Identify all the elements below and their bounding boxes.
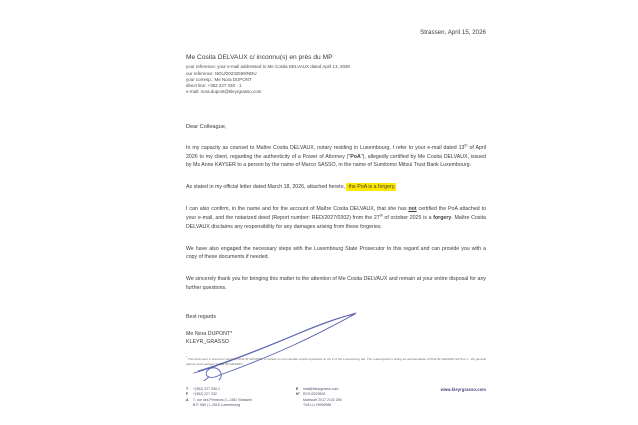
footer-address-line1: 7, rue des Primeurs | L-2361 Strassen — [193, 397, 253, 402]
emphasis-not: not — [408, 206, 417, 213]
paragraph-prosecutor: We have also engaged the necessary steps with the Luxembourg State Prosecutor to this regard and can provide you with a copy of these documents if needed. — [186, 245, 486, 261]
para2-text-a: As stated in my official letter dated March 18, 2026, attached hereto, — [186, 184, 346, 191]
para3-text-d: . Maître Cosita DELVAUX disclaims any responsibility for any damages arising from these forgeries. — [186, 214, 486, 230]
reference-your-correspondent: your corresp.: Me Nora DUPONT — [186, 76, 252, 82]
paragraph-confirmation — [186, 205, 486, 231]
paragraph-closing-thanks: We sincerely thank you for bringing this matter to the attention of Me Cosita DELVAUX and remain at your entire disposal for any further questions. — [186, 276, 486, 291]
footer-email-key: E — [296, 387, 299, 391]
signer-name: Me Nora DUPONT* — [186, 330, 233, 337]
footer-address-line2: B.P. 559 | L-2015 Luxembourg — [193, 403, 241, 408]
highlighted-forgery-phrase: the PoA is a forgery. — [348, 184, 396, 191]
paragraph-forgery-statement — [186, 183, 486, 192]
footer-fax-value: +(352) 227 332 — [193, 392, 217, 397]
poa-abbreviation: PoA — [350, 153, 361, 160]
footer-contact-block — [186, 387, 486, 417]
footer-phone-key: T — [186, 387, 189, 391]
footer-column-left — [186, 387, 291, 408]
firm-name: KLEYR_GRASSO — [186, 339, 229, 346]
para3-text-a: I can also confirm, in the name and for the account of Maître Cosita DELVAUX, that she has — [186, 206, 409, 213]
paragraph-capacity — [186, 144, 486, 170]
para3-text-c: of october 2025 is a — [382, 214, 434, 221]
reference-your-reference: your reference: your e-mail addressed to Me Cosita DELVAUX dated April 13, 2026 — [186, 64, 350, 70]
para1-text-c: "), allegedly certified by Me Cosita DELVAUX, issued by Ms Anne KAYSER to a person by the name of Marco SASSO, in the name of Sumitomo Mitsui Trust Bank Luxembourg. — [186, 153, 486, 169]
footer-website-link[interactable]: www.kleyrgrasso.com — [440, 387, 486, 392]
signoff-spacer — [186, 322, 486, 330]
footer-column-right — [401, 387, 486, 393]
addressee-block — [186, 54, 486, 95]
para3-ordinal-suffix: th — [379, 213, 383, 218]
letter-sheet — [186, 0, 486, 425]
footnote-disclaimer — [186, 357, 486, 367]
para3-text-b: certified the PoA attached to your e-mail, and the notarized deed (Report number: RED/2027/0302) from the 27 — [186, 206, 486, 221]
para1-ordinal-suffix: th — [464, 143, 468, 148]
footer-phone-value: +(352) 227 330-1 — [193, 387, 220, 391]
footer-rcs-row — [296, 392, 391, 397]
reference-our-reference: our reference: NDU/20232599/NDU — [186, 70, 257, 76]
reference-direct-line: direct line: +352 227 330 - 1 — [186, 83, 242, 88]
emphasis-forgery: forgery — [433, 214, 452, 221]
footer-email-value[interactable]: mail@kleyrgrasso.com — [303, 387, 339, 391]
footer-rcs-key: N° — [296, 392, 300, 397]
footer-column-middle — [296, 387, 391, 408]
para1-text-a: In my capacity as counsel to Maître Cosita DELVAUX, notary residing in Luxembourg, I refer to your e-mail dated 13 — [186, 145, 465, 151]
closing-salutation: Best regards — [186, 314, 217, 320]
signature-block — [186, 313, 486, 347]
date-line: Strassen, April 15, 2026 — [420, 29, 486, 36]
footer-address-key: A — [186, 397, 189, 402]
footnote-marker: * — [186, 355, 188, 359]
footnote-text: This document is issued on behalf of KLEYR GRASSO, a société en commandite simple registered on list V of the Luxembourg bar. The undersigned is acting as representative of KLEYR GRASSO GP S.à r.l., the general partner and manager of KLEYR GRASSO. — [186, 357, 486, 367]
reference-email: e-mail: nora.dupont@kleyrgrasso.com — [186, 89, 262, 95]
footer-matricule: Matricule 2017 2102 256 — [303, 397, 342, 402]
para1-text-b: of April 2026 to my client, regarding the authenticity of a Power of Attorney (" — [186, 145, 486, 160]
footer-rcs-value: RCS B220509 — [303, 392, 326, 397]
addressee-title: Me Cosita DELVAUX c/ inconnu(s) en prés du MP — [186, 54, 333, 61]
letter-body — [186, 124, 486, 293]
salutation: Dear Colleague, — [186, 124, 227, 130]
footer-tva: TVA LU 29909555 — [303, 403, 332, 408]
footer-fax-key: F — [186, 392, 189, 397]
